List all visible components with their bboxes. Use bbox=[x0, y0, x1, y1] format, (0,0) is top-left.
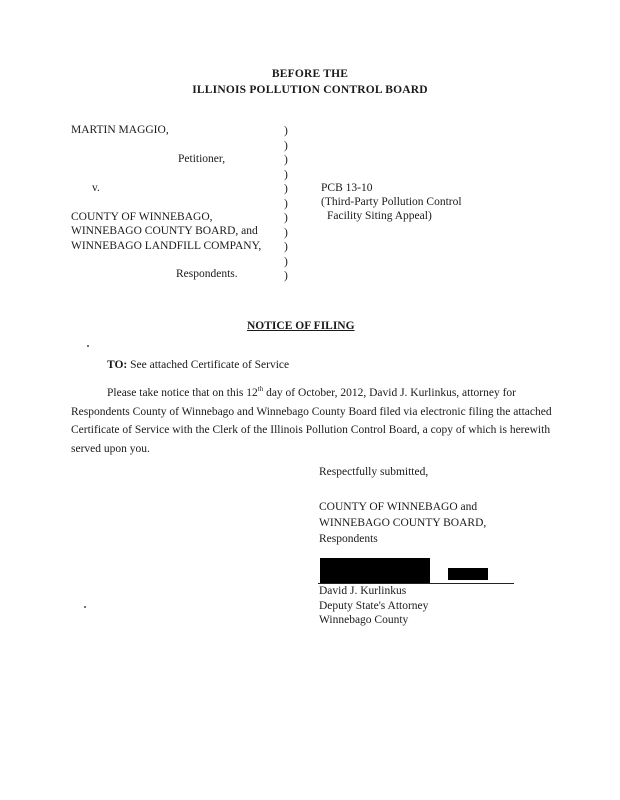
org-line-3: Respondents bbox=[319, 533, 378, 545]
signer-office: Winnebago County bbox=[319, 614, 409, 626]
notice-body-part-1: Please take notice that on this 12 bbox=[107, 387, 258, 399]
paren: ) bbox=[284, 255, 288, 268]
heading-board-name: ILLINOIS POLLUTION CONTROL BOARD bbox=[192, 84, 428, 96]
case-type-line-1: (Third-Party Pollution Control bbox=[321, 196, 462, 208]
respondent-line-1: COUNTY OF WINNEBAGO, bbox=[71, 211, 213, 223]
org-line-2: WINNEBAGO COUNTY BOARD, bbox=[319, 517, 487, 529]
paren: ) bbox=[284, 270, 288, 282]
to-text: See attached Certificate of Service bbox=[130, 359, 290, 371]
paren: ) bbox=[284, 212, 288, 224]
signer-title: Deputy State's Attorney bbox=[319, 600, 429, 612]
paren: ) bbox=[284, 241, 288, 253]
respondent-line-2: WINNEBAGO COUNTY BOARD, and bbox=[71, 225, 258, 237]
versus-label: v. bbox=[92, 182, 100, 194]
signature-redaction-small bbox=[448, 568, 488, 580]
paren: ) bbox=[284, 168, 288, 181]
paren: ) bbox=[284, 226, 288, 239]
case-type-line-2: Facility Siting Appeal) bbox=[327, 210, 432, 222]
signature-line bbox=[318, 583, 514, 584]
notice-body-superscript: th bbox=[257, 385, 264, 394]
case-number: PCB 13-10 bbox=[321, 182, 373, 194]
signature-redaction bbox=[320, 558, 430, 584]
paren: ) bbox=[284, 139, 288, 152]
scan-speck bbox=[87, 345, 89, 347]
caption-parentheses bbox=[284, 124, 294, 284]
scan-speck bbox=[84, 606, 86, 608]
signer-name: David J. Kurlinkus bbox=[319, 585, 407, 597]
notice-title: NOTICE OF FILING bbox=[247, 320, 355, 332]
org-line-1: COUNTY OF WINNEBAGO and bbox=[319, 501, 478, 513]
respondent-role: Respondents. bbox=[176, 268, 238, 280]
paren: ) bbox=[284, 197, 288, 210]
notice-body-part-2: day of October, 2012, David J. Kurlinkus, attorney for Respondents County of Winnebago and Winnebago County Board filed via electronic filing the attached Certificate of Service with the Clerk of the Illinois Pollution Control Board, a copy of which is herewith served upon you. bbox=[71, 387, 552, 455]
to-line bbox=[107, 359, 289, 371]
heading-before-the: BEFORE THE bbox=[271, 68, 349, 80]
paren: ) bbox=[284, 183, 288, 195]
closing-text: Respectfully submitted, bbox=[319, 466, 429, 478]
paren: ) bbox=[284, 154, 288, 166]
to-label: TO: bbox=[107, 359, 128, 371]
notice-body bbox=[71, 384, 553, 458]
petitioner-role: Petitioner, bbox=[178, 153, 226, 165]
petitioner-name: MARTIN MAGGIO, bbox=[71, 124, 169, 136]
paren: ) bbox=[284, 125, 288, 137]
respondent-line-3: WINNEBAGO LANDFILL COMPANY, bbox=[71, 240, 262, 252]
